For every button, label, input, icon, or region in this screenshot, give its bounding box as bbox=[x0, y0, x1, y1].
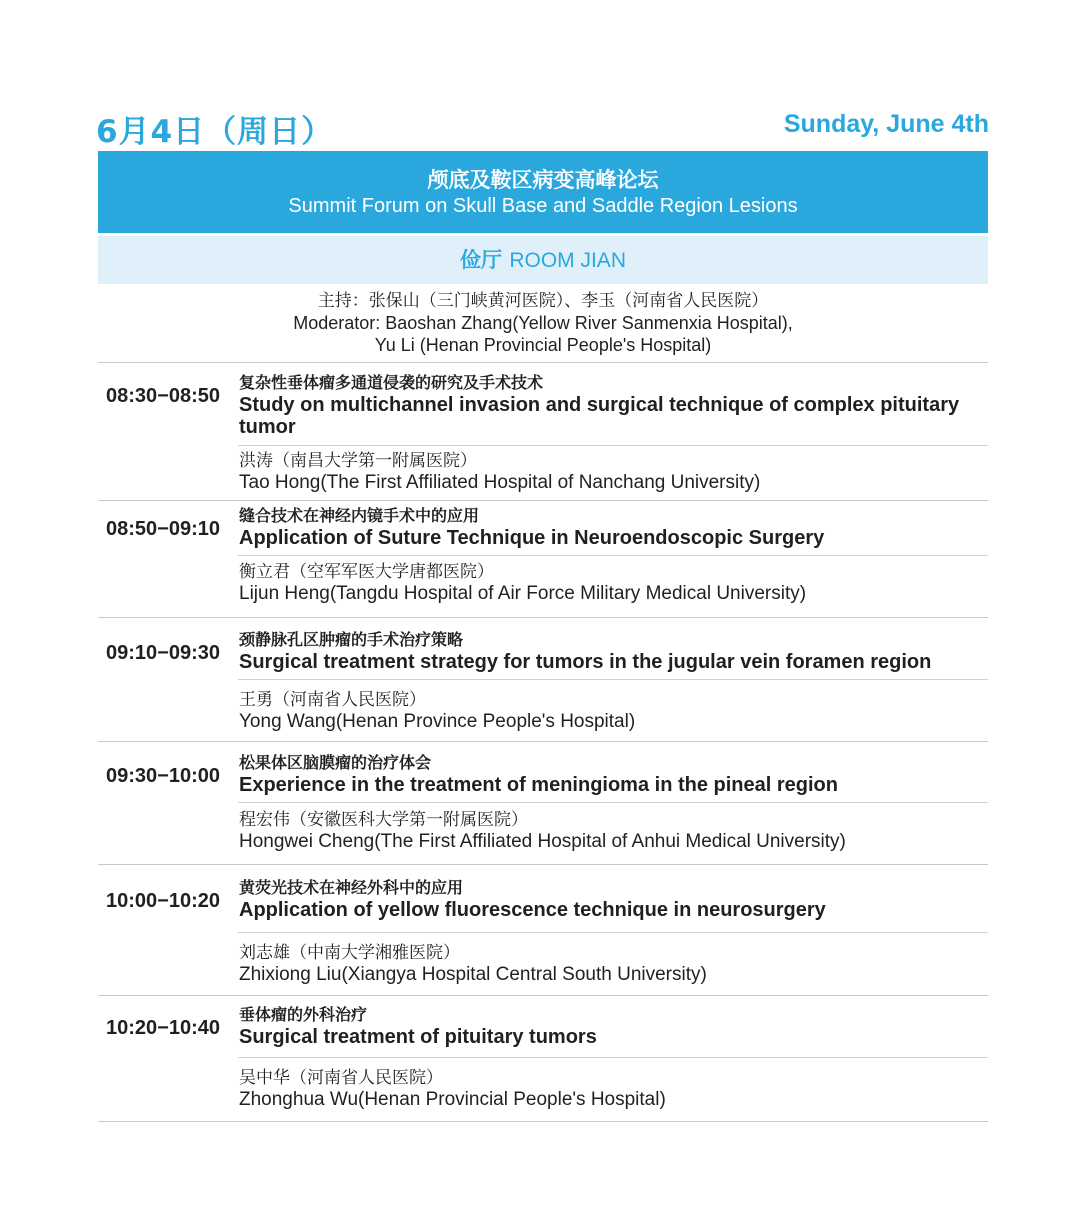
session-topic bbox=[239, 372, 979, 438]
speaker-chinese: 刘志雄（中南大学湘雅医院） bbox=[239, 943, 460, 963]
date-chinese: 6月4日（周日） bbox=[96, 114, 334, 150]
topic-chinese: 黄荧光技术在神经外科中的应用 bbox=[239, 878, 464, 897]
session-time: 08:30−08:50 bbox=[106, 385, 220, 407]
speaker-chinese: 王勇（河南省人民医院） bbox=[239, 690, 426, 710]
session-topic bbox=[239, 505, 979, 549]
session-speaker bbox=[239, 809, 979, 853]
speaker-english: Lijun Heng(Tangdu Hospital of Air Force Military Medical University) bbox=[239, 583, 807, 604]
speaker-english: Zhixiong Liu(Xiangya Hospital Central South University) bbox=[239, 964, 707, 985]
topic-english: Experience in the treatment of meningioma in the pineal region bbox=[239, 774, 838, 796]
room-bar bbox=[98, 236, 988, 284]
session-speaker bbox=[239, 450, 979, 494]
speaker-english: Hongwei Cheng(The First Affiliated Hospital of Anhui Medical University) bbox=[239, 831, 846, 852]
forum-title-chinese: 颅底及鞍区病变高峰论坛 bbox=[427, 168, 659, 192]
topic-chinese: 复杂性垂体瘤多通道侵袭的研究及手术技术 bbox=[239, 373, 544, 392]
moderator-english-line1: Moderator: Baoshan Zhang(Yellow River Sanmenxia Hospital), bbox=[293, 313, 793, 333]
divider bbox=[98, 995, 988, 996]
moderator-english-line2: Yu Li (Henan Provincial People's Hospital) bbox=[374, 335, 712, 355]
speaker-english: Yong Wang(Henan Province People's Hospital) bbox=[239, 711, 636, 732]
speaker-chinese: 程宏伟（安徽医科大学第一附属医院） bbox=[239, 810, 528, 830]
divider bbox=[238, 555, 988, 556]
speaker-chinese: 洪涛（南昌大学第一附属医院） bbox=[239, 451, 477, 471]
divider bbox=[238, 679, 988, 680]
divider bbox=[98, 617, 988, 618]
moderator-chinese: 主持：张保山（三门峡黄河医院）、李玉（河南省人民医院） bbox=[317, 291, 769, 311]
topic-english: Study on multichannel invasion and surgical technique of complex pituitary tumor bbox=[239, 394, 960, 438]
session-topic bbox=[239, 877, 979, 921]
topic-chinese: 垂体瘤的外科治疗 bbox=[239, 1005, 368, 1024]
session-topic bbox=[239, 752, 979, 796]
divider bbox=[98, 1121, 988, 1122]
divider bbox=[98, 362, 988, 363]
session-topic bbox=[239, 629, 979, 673]
forum-title-english: Summit Forum on Skull Base and Saddle Region Lesions bbox=[288, 195, 798, 217]
divider bbox=[238, 1057, 988, 1058]
room-name-english: ROOM JIAN bbox=[509, 249, 626, 272]
room-name-chinese: 俭厅 bbox=[460, 248, 502, 272]
session-speaker bbox=[239, 561, 979, 605]
topic-english: Application of yellow fluorescence technique in neurosurgery bbox=[239, 899, 826, 921]
session-time: 10:00−10:20 bbox=[106, 890, 220, 912]
session-time: 09:30−10:00 bbox=[106, 765, 220, 787]
session-speaker bbox=[239, 1067, 979, 1111]
topic-chinese: 松果体区脑膜瘤的治疗体会 bbox=[239, 753, 432, 772]
forum-title-banner bbox=[98, 151, 988, 233]
divider bbox=[98, 741, 988, 742]
speaker-chinese: 衡立君（空军军医大学唐都医院） bbox=[239, 562, 494, 582]
divider bbox=[98, 864, 988, 865]
topic-english: Surgical treatment strategy for tumors in the jugular vein foramen region bbox=[239, 651, 932, 673]
moderator-block bbox=[98, 290, 988, 356]
session-topic bbox=[239, 1004, 979, 1048]
session-time: 09:10−09:30 bbox=[106, 642, 220, 664]
topic-chinese: 缝合技术在神经内镜手术中的应用 bbox=[239, 506, 480, 525]
session-time: 10:20−10:40 bbox=[106, 1017, 220, 1039]
topic-chinese: 颈静脉孔区肿瘤的手术治疗策略 bbox=[239, 630, 464, 649]
divider bbox=[238, 802, 988, 803]
session-speaker bbox=[239, 689, 979, 733]
session-speaker bbox=[239, 942, 979, 986]
topic-english: Surgical treatment of pituitary tumors bbox=[239, 1026, 597, 1048]
session-time: 08:50−09:10 bbox=[106, 518, 220, 540]
speaker-chinese: 吴中华（河南省人民医院） bbox=[239, 1068, 443, 1088]
date-english: Sunday, June 4th bbox=[783, 110, 989, 138]
divider bbox=[98, 500, 988, 501]
speaker-english: Tao Hong(The First Affiliated Hospital of Nanchang University) bbox=[239, 472, 761, 493]
divider bbox=[238, 932, 988, 933]
speaker-english: Zhonghua Wu(Henan Provincial People's Hospital) bbox=[239, 1089, 666, 1110]
topic-english: Application of Suture Technique in Neuroendoscopic Surgery bbox=[239, 527, 825, 549]
divider bbox=[238, 445, 988, 446]
